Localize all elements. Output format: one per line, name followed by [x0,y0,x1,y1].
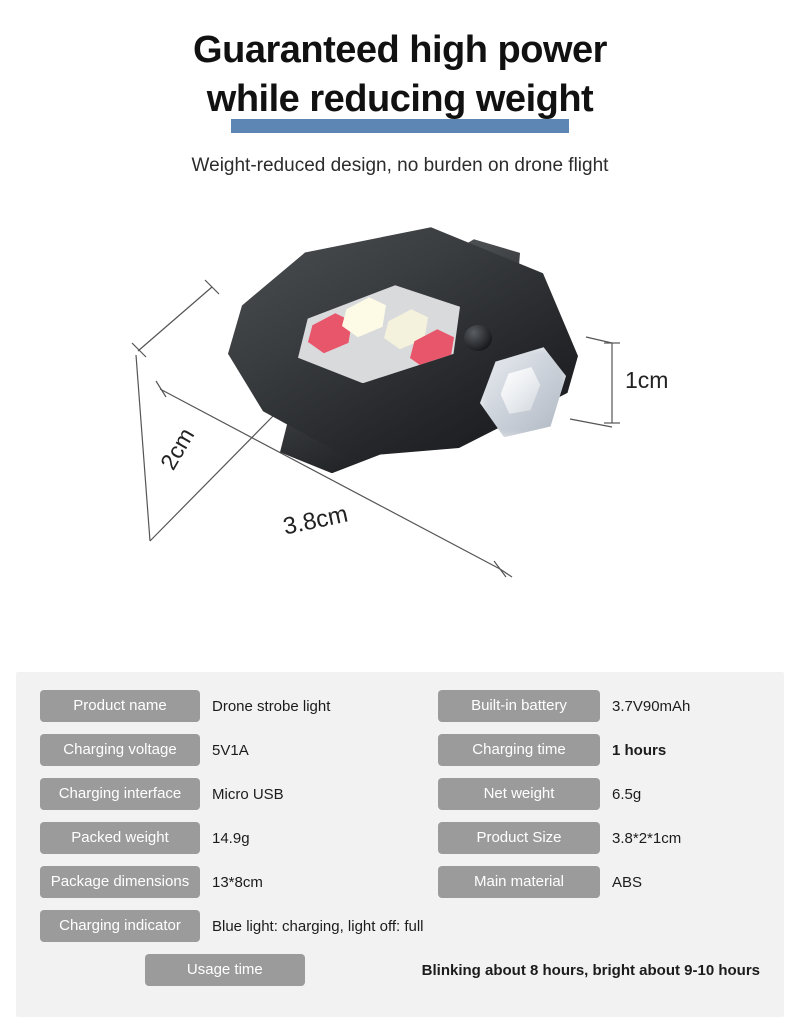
spec-value: Drone strobe light [212,697,331,715]
spec-value: 3.7V90mAh [612,697,691,715]
spec-cell-built-in-battery [438,690,760,722]
spec-value: 13*8cm [212,873,263,891]
spec-label: Product name [40,690,200,722]
product-figure [0,191,800,621]
specifications-panel [16,672,784,1017]
headline-line-2: while reducing weight [206,77,594,120]
spec-cell-charging-voltage [40,734,438,766]
drone-strobe-light-illustration [228,207,598,507]
spec-cell-usage-time [40,954,760,986]
spec-value: ABS [612,873,643,891]
spec-label: Main material [438,866,600,898]
spec-cell-charging-time [438,734,760,766]
dimension-height-label: 2cm [155,423,200,475]
spec-label: Charging voltage [40,734,200,766]
spec-label: Built-in battery [438,690,600,722]
spec-value: 14.9g [212,829,250,847]
spec-value: 5V1A [212,741,249,759]
table-row [40,866,760,898]
spec-value: 6.5g [612,785,642,803]
spec-value: 3.8*2*1cm [612,829,682,847]
table-row [40,734,760,766]
headline-line-1: Guaranteed high power [193,29,607,71]
spec-label: Product Size [438,822,600,854]
specifications-grid [16,672,784,986]
spec-value: 1 hours [612,741,667,759]
spec-cell-product-name [40,690,438,722]
spec-cell-net-weight [438,778,760,810]
spec-cell-charging-indicator [40,910,760,942]
spec-cell-packed-weight [40,822,438,854]
page-subtitle: Weight-reduced design, no burden on drone flight [191,155,609,177]
table-row [40,778,760,810]
spec-label: Net weight [438,778,600,810]
spec-cell-product-size [438,822,760,854]
table-row [40,910,760,942]
spec-value: Micro USB [212,785,284,803]
table-row [40,954,760,986]
spec-value: Blinking about 8 hours, bright about 9-10 hours [421,961,760,979]
spec-cell-package-dimensions [40,866,438,898]
table-row [40,822,760,854]
spec-label: Usage time [145,954,305,986]
spec-cell-main-material [438,866,760,898]
spec-label: Packed weight [40,822,200,854]
header-section [0,0,800,177]
spec-label: Charging time [438,734,600,766]
spec-cell-charging-interface [40,778,438,810]
spec-label: Charging indicator [40,910,200,942]
spec-label: Package dimensions [40,866,200,898]
table-row [40,690,760,722]
page-title [193,26,607,123]
dimension-length-label: 3.8cm [280,500,351,541]
spec-value: Blue light: charging, light off: full [212,917,424,935]
spec-label: Charging interface [40,778,200,810]
dimension-depth-label: 1cm [625,367,669,394]
